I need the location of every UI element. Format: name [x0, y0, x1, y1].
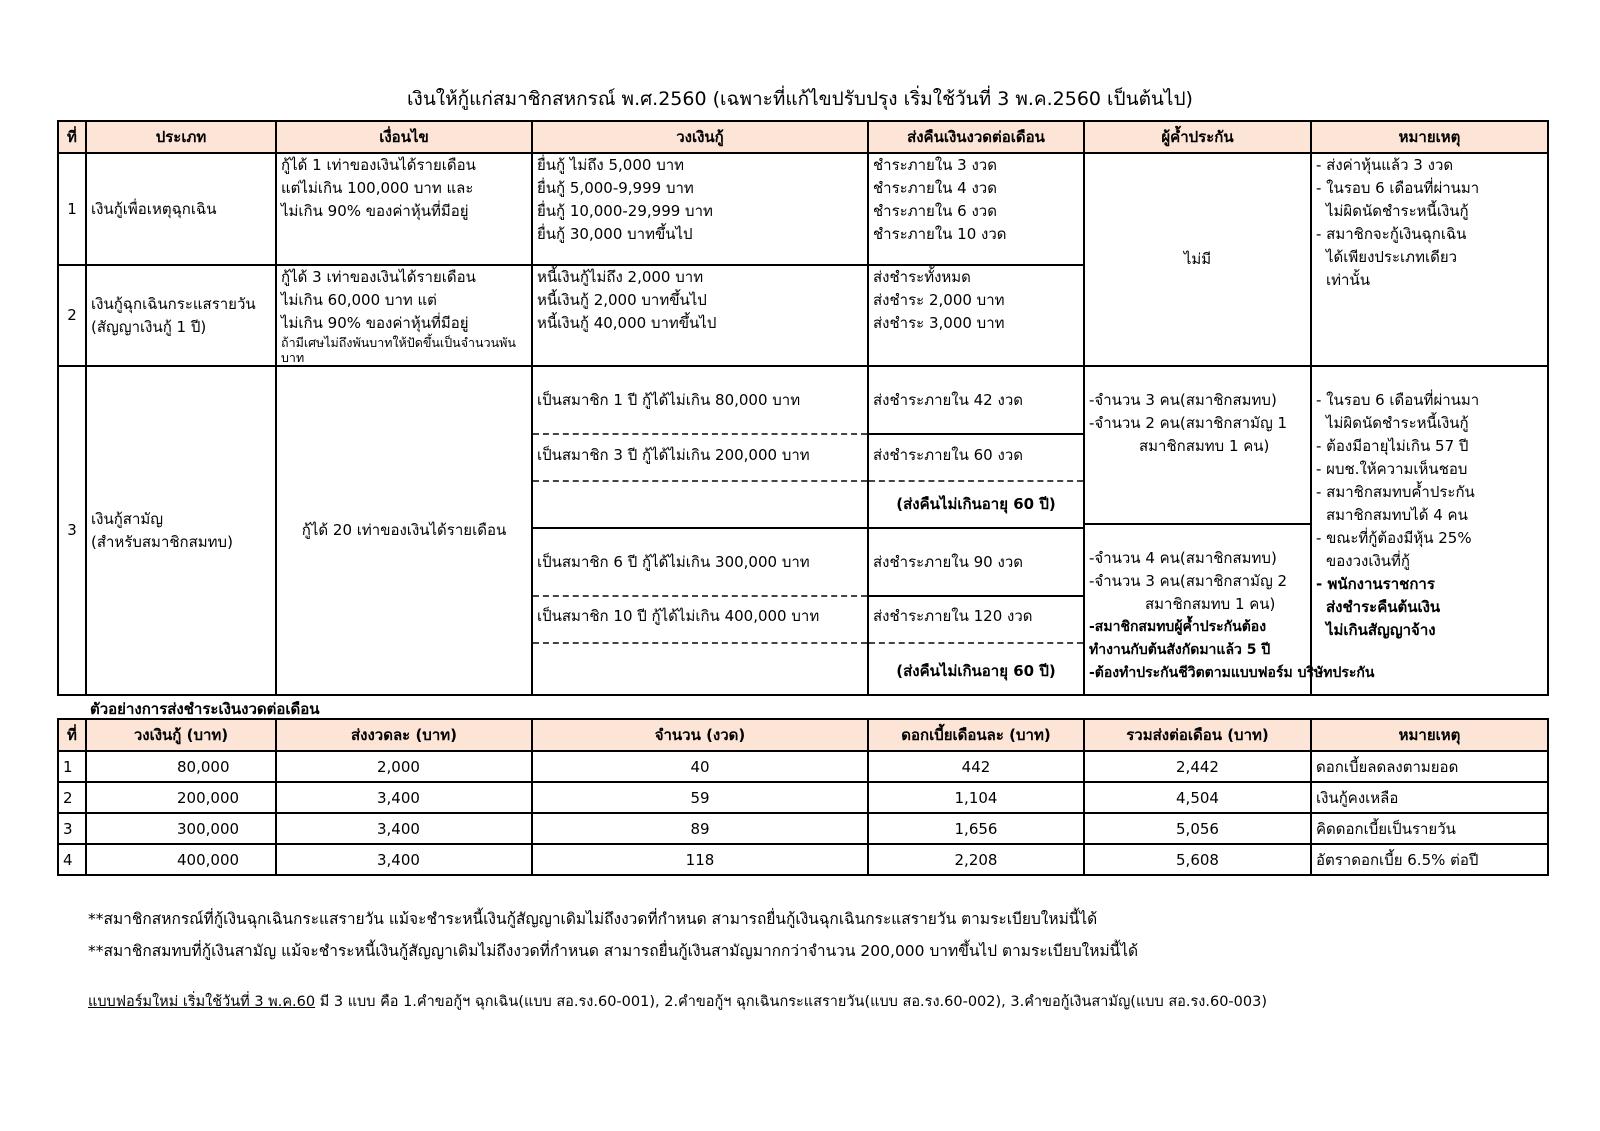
note-line: - สมาชิกสมทบค้ำประกัน — [1316, 483, 1475, 501]
example-table — [57, 718, 1549, 876]
note-line: - ส่งค่าหุ้นแล้ว 3 งวด — [1316, 156, 1454, 174]
condition-line: ไม่เกิน 90% ของค่าหุ้นที่มีอยู่ — [281, 314, 469, 332]
header-conditions: เงื่อนไข — [276, 121, 532, 153]
note-line: ไม่เกินสัญญาจ้าง — [1326, 621, 1436, 639]
ex-header-notes: หมายเหตุ — [1311, 719, 1548, 751]
limit-line: เป็นสมาชิก 6 ปี กู้ได้ไม่เกิน 300,000 บาท — [533, 529, 867, 597]
limit-line: ยื่นกู้ 30,000 บาทขึ้นไป — [537, 225, 693, 243]
guarantor-line: -จำนวน 4 คน(สมาชิกสมทบ) — [1089, 549, 1277, 567]
note-line: ไม่ผิดนัดชำระหนี้เงินกู้ — [1326, 202, 1469, 220]
note-line: - ผบช.ให้ความเห็นชอบ — [1316, 460, 1468, 478]
ex-cell-interest: 442 — [868, 751, 1084, 782]
ex-cell-no: 3 — [58, 813, 86, 844]
condition-line: แต่ไม่เกิน 100,000 บาท และ — [281, 179, 474, 197]
header-notes: หมายเหตุ — [1311, 121, 1548, 153]
note-line: ของวงเงินที่กู้ — [1326, 552, 1411, 570]
row-conditions — [276, 153, 532, 265]
type-line: เงินกู้ฉุกเฉินกระแสรายวัน — [91, 294, 256, 313]
condition-line: กู้ได้ 3 เท่าของเงินได้รายเดือน — [281, 268, 476, 286]
footnote-1: **สมาชิกสหกรณ์ที่กู้เงินฉุกเฉินกระแสรายวัน แม้จะชำระหนี้เงินกู้สัญญาเดิมไม่ถึงงวดที่กำหนด สามารถยื่นกู้เงินฉุกเฉินกระแสรายวัน ตามระเบียบใหม่นี้ได้ — [88, 910, 1098, 928]
row-guarantor: ไม่มี — [1084, 153, 1311, 366]
ex-cell-no: 1 — [58, 751, 86, 782]
example-table-header — [58, 719, 1548, 751]
header-repay: ส่งคืนเงินงวดต่อเดือน — [868, 121, 1084, 153]
limit-line: หนี้เงินกู้ไม่ถึง 2,000 บาท — [537, 268, 704, 286]
row-limits — [532, 366, 868, 695]
repay-line: ส่งชำระ 2,000 บาท — [873, 291, 1005, 309]
page-title: เงินให้กู้แก่สมาชิกสหกรณ์ พ.ศ.2560 (เฉพาะที่แก้ไขปรับปรุง เริ่มใช้วันที่ 3 พ.ค.2560 เป็นต้นไป) — [407, 88, 1193, 110]
row-type: เงินกู้เพื่อเหตุฉุกเฉิน — [86, 153, 276, 265]
note-line: - พนักงานราชการ — [1316, 575, 1435, 593]
row-conditions — [276, 265, 532, 366]
ex-cell-interest: 1,656 — [868, 813, 1084, 844]
row-limits — [532, 265, 868, 366]
repay-line: ชำระภายใน 4 งวด — [873, 179, 997, 197]
ex-cell-no: 2 — [58, 782, 86, 813]
ex-cell-count: 59 — [532, 782, 868, 813]
row-conditions: กู้ได้ 20 เท่าของเงินได้รายเดือน — [276, 366, 532, 695]
guarantor-line: -จำนวน 3 คน(สมาชิกสมทบ) — [1089, 391, 1277, 409]
condition-line: ไม่เกิน 60,000 บาท แต่ — [281, 291, 437, 309]
note-line: - ในรอบ 6 เดือนที่ผ่านมา — [1316, 179, 1480, 197]
row-notes — [1311, 366, 1548, 695]
row-limits — [532, 153, 868, 265]
loan-table — [57, 120, 1549, 696]
ex-header-interest: ดอกเบี้ยเดือนละ (บาท) — [868, 719, 1084, 751]
row-type — [86, 366, 276, 695]
limit-line: เป็นสมาชิก 3 ปี กู้ได้ไม่เกิน 200,000 บาท — [533, 435, 867, 482]
table-row — [58, 844, 1548, 875]
note-line: ส่งชำระคืนต้นเงิน — [1326, 598, 1441, 616]
ex-cell-total: 5,608 — [1084, 844, 1311, 875]
form-note-text: มี 3 แบบ คือ 1.คำขอกู้ฯ ฉุกเฉิน(แบบ สอ.รง.60-001), 2.คำขอกู้ฯ ฉุกเฉินกระแสรายวัน(แบบ สอ.รง.60-002), 3.คำขอกู้เงินสามัญ(แบบ สอ.รง.60-003) — [315, 994, 1267, 1010]
table-row — [58, 751, 1548, 782]
type-line: เงินกู้สามัญ — [91, 509, 164, 528]
loan-table-header — [58, 121, 1548, 153]
row-no: 1 — [58, 153, 86, 265]
row-no: 2 — [58, 265, 86, 366]
repay-line: ส่งชำระภายใน 90 งวด — [869, 529, 1083, 597]
row-repay — [868, 153, 1084, 265]
ex-cell-installment: 2,000 — [276, 751, 532, 782]
row-repay — [868, 366, 1084, 695]
guarantor-line: -จำนวน 2 คน(สมาชิกสามัญ 1 — [1089, 414, 1288, 432]
note-line: - ขณะที่กู้ต้องมีหุ้น 25% — [1316, 529, 1472, 547]
ex-cell-limit: 400,000 — [86, 844, 276, 875]
ex-header-limit: วงเงินกู้ (บาท) — [86, 719, 276, 751]
ex-cell-count: 89 — [532, 813, 868, 844]
header-guarantor: ผู้ค้ำประกัน — [1084, 121, 1311, 153]
limit-line — [533, 482, 867, 529]
guarantor-line: ทำงานกับต้นสังกัดมาแล้ว 5 ปี — [1089, 642, 1271, 658]
condition-line: ไม่เกิน 90% ของค่าหุ้นที่มีอยู่ — [281, 202, 469, 220]
ex-cell-note: ดอกเบี้ยลดลงตามยอด — [1311, 751, 1548, 782]
repay-line: ส่งชำระทั้งหมด — [873, 268, 971, 286]
ex-cell-note: คิดดอกเบี้ยเป็นรายวัน — [1311, 813, 1548, 844]
type-line: (สำหรับสมาชิกสมทบ) — [91, 532, 233, 551]
ex-header-no: ที่ — [58, 719, 86, 751]
header-limit: วงเงินกู้ — [532, 121, 868, 153]
note-line: สมาชิกสมทบได้ 4 คน — [1326, 506, 1468, 524]
example-title: ตัวอย่างการส่งชำระเงินงวดต่อเดือน — [90, 700, 320, 718]
repay-line: ชำระภายใน 10 งวด — [873, 225, 1007, 243]
guarantor-line: -สมาชิกสมทบผู้ค้ำประกันต้อง — [1089, 619, 1267, 635]
note-line: เท่านั้น — [1326, 271, 1370, 289]
row-type — [86, 265, 276, 366]
ex-cell-interest: 1,104 — [868, 782, 1084, 813]
ex-header-installment: ส่งงวดละ (บาท) — [276, 719, 532, 751]
repay-line: ส่งชำระภายใน 42 งวด — [869, 367, 1083, 435]
guarantor-line: สมาชิกสมทบ 1 คน) — [1139, 437, 1270, 455]
type-line: (สัญญาเงินกู้ 1 ปี) — [91, 317, 207, 336]
ex-cell-total: 5,056 — [1084, 813, 1311, 844]
guarantor-line: -ต้องทำประกันชีวิตตามแบบฟอร์ม บริษัทประกัน — [1089, 665, 1375, 681]
row-notes — [1311, 153, 1548, 366]
footnote-2: **สมาชิกสมทบที่กู้เงินสามัญ แม้จะชำระหนี้เงินกู้สัญญาเดิมไม่ถึงงวดที่กำหนด สามารถยื่นกู้เงินสามัญมากกว่าจำนวน 200,000 บาทขึ้นไป ตามระเบียบใหม่นี้ได้ — [88, 942, 1139, 960]
note-line: ได้เพียงประเภทเดียว — [1326, 248, 1458, 266]
ex-cell-installment: 3,400 — [276, 844, 532, 875]
note-line: ไม่ผิดนัดชำระหนี้เงินกู้ — [1326, 414, 1469, 432]
repay-line: (ส่งคืนไม่เกินอายุ 60 ปี) — [869, 482, 1083, 529]
limit-line: เป็นสมาชิก 10 ปี กู้ได้ไม่เกิน 400,000 บาท — [533, 597, 867, 644]
repay-line: ส่งชำระภายใน 60 งวด — [869, 435, 1083, 482]
table-row — [58, 366, 1548, 695]
ex-cell-count: 118 — [532, 844, 868, 875]
table-row — [58, 782, 1548, 813]
form-note-label: แบบฟอร์มใหม่ เริ่มใช้วันที่ 3 พ.ค.60 — [88, 994, 316, 1010]
limit-line — [533, 644, 867, 694]
limit-line: หนี้เงินกู้ 40,000 บาทขึ้นไป — [537, 314, 717, 332]
table-row — [58, 813, 1548, 844]
ex-cell-note: เงินกู้คงเหลือ — [1311, 782, 1548, 813]
ex-cell-installment: 3,400 — [276, 782, 532, 813]
ex-header-total: รวมส่งต่อเดือน (บาท) — [1084, 719, 1311, 751]
table-row — [58, 153, 1548, 265]
limit-line: ยื่นกู้ 10,000-29,999 บาท — [537, 202, 713, 220]
ex-cell-total: 4,504 — [1084, 782, 1311, 813]
note-line: - ต้องมีอายุไม่เกิน 57 ปี — [1316, 437, 1469, 455]
limit-line: หนี้เงินกู้ 2,000 บาทขึ้นไป — [537, 291, 707, 309]
form-note — [88, 990, 1267, 1013]
repay-line: ชำระภายใน 3 งวด — [873, 156, 997, 174]
repay-line: ส่งชำระ 3,000 บาท — [873, 314, 1005, 332]
limit-line: ยื่นกู้ ไม่ถึง 5,000 บาท — [537, 156, 685, 174]
condition-line: กู้ได้ 1 เท่าของเงินได้รายเดือน — [281, 156, 476, 174]
ex-cell-limit: 80,000 — [86, 751, 276, 782]
note-line: - สมาชิกจะกู้เงินฉุกเฉิน — [1316, 225, 1467, 243]
header-no: ที่ — [58, 121, 86, 153]
ex-cell-count: 40 — [532, 751, 868, 782]
repay-line: ส่งชำระภายใน 120 งวด — [869, 597, 1083, 644]
ex-cell-limit: 300,000 — [86, 813, 276, 844]
row-repay — [868, 265, 1084, 366]
ex-cell-limit: 200,000 — [86, 782, 276, 813]
ex-cell-interest: 2,208 — [868, 844, 1084, 875]
row-no: 3 — [58, 366, 86, 695]
ex-cell-total: 2,442 — [1084, 751, 1311, 782]
ex-cell-note: อัตราดอกเบี้ย 6.5% ต่อปี — [1311, 844, 1548, 875]
limit-line: เป็นสมาชิก 1 ปี กู้ได้ไม่เกิน 80,000 บาท — [533, 367, 867, 435]
ex-header-count: จำนวน (งวด) — [532, 719, 868, 751]
guarantor-line: สมาชิกสมทบ 1 คน) — [1145, 595, 1276, 613]
repay-line: ชำระภายใน 6 งวด — [873, 202, 997, 220]
limit-line: ยื่นกู้ 5,000-9,999 บาท — [537, 179, 694, 197]
note-line: - ในรอบ 6 เดือนที่ผ่านมา — [1316, 391, 1480, 409]
ex-cell-no: 4 — [58, 844, 86, 875]
header-type: ประเภท — [86, 121, 276, 153]
condition-footnote: ถ้ามีเศษไม่ถึงพันบาทให้ปัดขึ้นเป็นจำนวนพันบาท — [281, 335, 516, 365]
ex-cell-installment: 3,400 — [276, 813, 532, 844]
guarantor-line: -จำนวน 3 คน(สมาชิกสามัญ 2 — [1089, 572, 1288, 590]
repay-line: (ส่งคืนไม่เกินอายุ 60 ปี) — [896, 662, 1056, 680]
